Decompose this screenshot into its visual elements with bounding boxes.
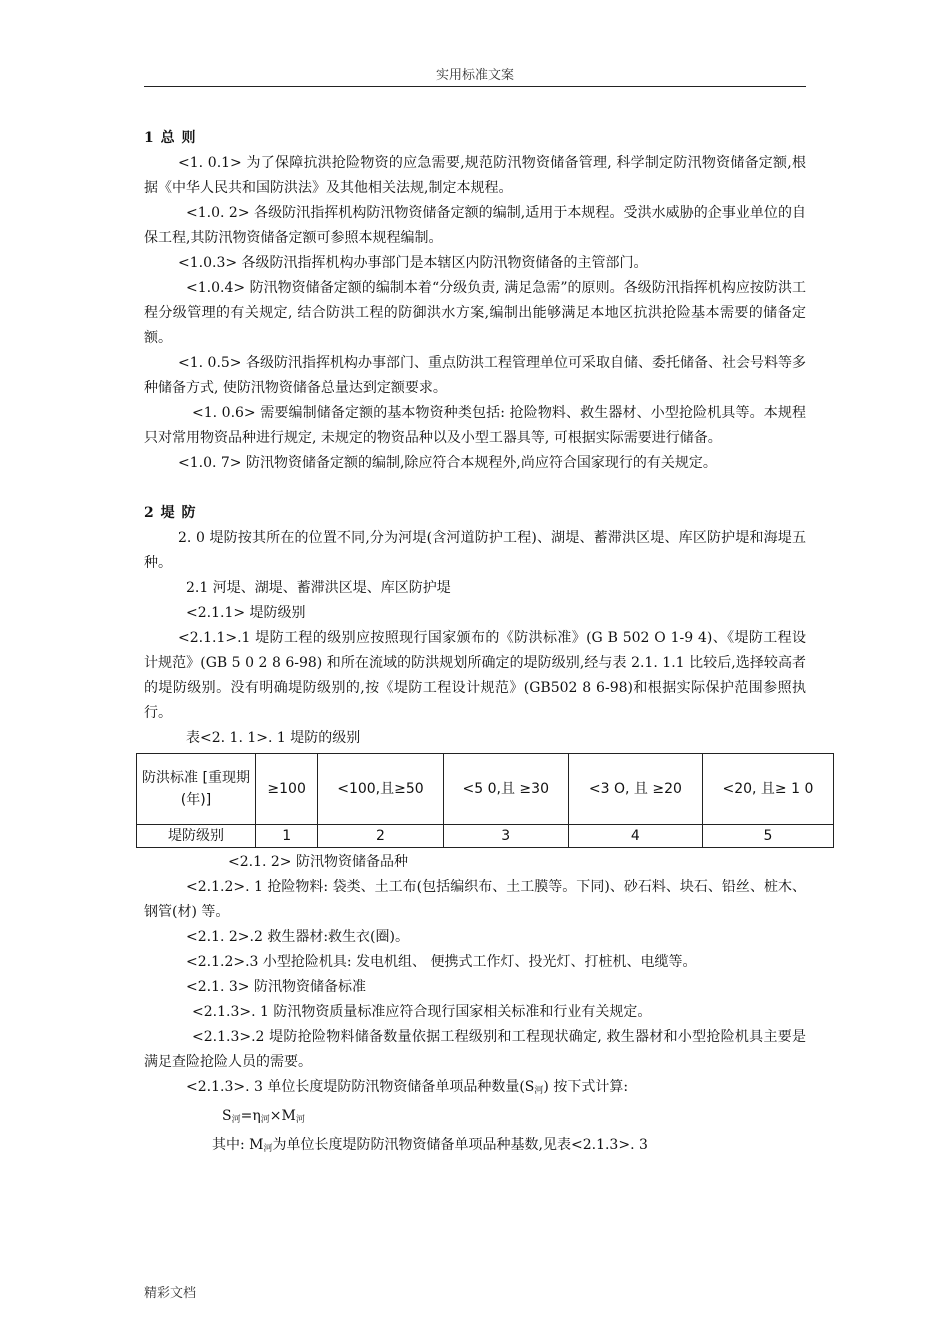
clause-2-1-2-1: <2.1.2>. 1 抢险物料: 袋类、土工布(包括编织布、土工膜等。下同)、砂石料、块石、铅丝、桩木、钢管(材) 等。: [144, 879, 806, 920]
table-cell: 5: [702, 825, 833, 848]
section-gap: [144, 476, 806, 501]
formula-part: S: [222, 1108, 232, 1124]
subscript: 河: [534, 1086, 544, 1096]
table-row: [137, 825, 834, 848]
clause-2-1-3: <2.1. 3> 防汛物资储备标准: [186, 979, 366, 995]
document-body: [142, 126, 814, 1162]
clause-1-0-7: <1.0. 7> 防汛物资储备定额的编制,除应符合本规程外,尚应符合国家现行的有关规定。: [178, 455, 717, 471]
clause-1-0-6: <1. 0.6> 需要编制储备定额的基本物资种类包括: 抢险物料、救生器材、小型抢险机具等。本规程只对常用物资品种进行规定, 未规定的物资品种以及小型工器具等, 可根据实际需要进行储备。: [144, 405, 806, 446]
page-header: 实用标准文案: [144, 64, 806, 87]
formula-part: =η: [240, 1108, 261, 1124]
subscript: 河: [260, 1115, 270, 1125]
clause-text: <2.1.3>. 3 单位长度堤防防汛物资储备单项品种数量(S: [186, 1079, 535, 1095]
clause-2-1: 2.1 河堤、湖堤、蓄滞洪区堤、库区防护堤: [186, 580, 451, 596]
subscript: 河: [263, 1144, 273, 1154]
table-cell: 2: [318, 825, 443, 848]
table-cell: <20, 且≥ 1 0: [702, 754, 833, 825]
embankment-grade-table: [136, 753, 834, 848]
page-footer: 精彩文档: [144, 1286, 197, 1301]
table-cell: <100,且≥50: [318, 754, 443, 825]
section-title-embankment: 2 堤 防: [144, 505, 197, 521]
formula: [144, 1104, 806, 1133]
clause-2-1-3-2: <2.1.3>.2 堤防抢险物料储备数量依据工程级别和工程现状确定, 救生器材和小型抢险机具主要是满足查险抢险人员的需要。: [144, 1029, 806, 1070]
formula-note: [144, 1133, 806, 1162]
table-caption: 表<2. 1. 1>. 1 堤防的级别: [186, 730, 361, 746]
section-title-general: 1 总 则: [144, 130, 197, 146]
clause-1-0-4: <1.0.4> 防汛物资储备定额的编制本着“分级负责, 满足急需”的原则。各级防汛指挥机构应按防洪工程分级管理的有关规定, 结合防洪工程的防御洪水方案,编制出能够满足本地区抗洪抢险基本需要的储备定额。: [144, 280, 806, 346]
subscript: 河: [295, 1115, 305, 1125]
note-text: 其中: M: [212, 1137, 264, 1153]
table-cell: <5 0,且 ≥30: [443, 754, 568, 825]
note-text: 为单位长度堤防防汛物资储备单项品种基数,见表<2.1.3>. 3: [272, 1137, 648, 1153]
clause-2-1-2: <2.1. 2> 防汛物资储备品种: [228, 854, 408, 870]
clause-1-0-3: <1.0.3> 各级防汛指挥机构办事部门是本辖区内防汛物资储备的主管部门。: [178, 255, 648, 271]
clause-text: ) 按下式计算:: [543, 1079, 629, 1095]
table-cell: ≥100: [256, 754, 318, 825]
table-header-cell: 防洪标准 [重现期 (年)]: [137, 754, 256, 825]
table-cell: 4: [568, 825, 702, 848]
clause-2-1-2-2: <2.1. 2>.2 救生器材:救生衣(圈)。: [186, 929, 409, 945]
clause-2-1-3-1: <2.1.3>. 1 防汛物资质量标准应符合现行国家相关标准和行业有关规定。: [192, 1004, 652, 1020]
subscript: 河: [231, 1115, 241, 1125]
clause-1-0-1: <1. 0.1> 为了保障抗洪抢险物资的应急需要,规范防汛物资储备管理, 科学制定防汛物资储备定额,根据《中华人民共和国防洪法》及其他相关法规,制定本规程。: [144, 155, 806, 196]
clause-2-0: 2. 0 堤防按其所在的位置不同,分为河堤(含河道防护工程)、湖堤、蓄滞洪区堤、库区防护堤和海堤五种。: [144, 530, 806, 571]
table-cell: <3 O, 且 ≥20: [568, 754, 702, 825]
formula-part: ×M: [269, 1108, 296, 1124]
clause-1-0-5: <1. 0.5> 各级防汛指挥机构办事部门、重点防洪工程管理单位可采取自储、委托储备、社会号料等多种储备方式, 使防汛物资储备总量达到定额要求。: [144, 355, 806, 396]
clause-2-1-2-3: <2.1.2>.3 小型抢险机具: 发电机组、 便携式工作灯、投光灯、打桩机、电缆等。: [186, 954, 697, 970]
clause-2-1-3-3: [144, 1075, 806, 1104]
table-header-cell: 堤防级别: [137, 825, 256, 848]
table-cell: 3: [443, 825, 568, 848]
table-cell: 1: [256, 825, 318, 848]
clause-1-0-2: <1.0. 2> 各级防汛指挥机构防汛物资储备定额的编制,适用于本规程。受洪水威胁的企事业单位的自保工程,其防汛物资储备定额可参照本规程编制。: [144, 205, 806, 246]
clause-2-1-1-1: <2.1.1>.1 堤防工程的级别应按照现行国家颁布的《防洪标准》(G B 502 O 1-9 4)、《堤防工程设计规范》(GB 5 0 2 8 6-98) 和所在流域的防洪规划所确定的堤防级别,经与表 2.1. 1.1 比较后,选择较高者的堤防级别。没有明确堤防级别的,按《堤防工程设计规范》(GB502 8 6-98)和根据实际保护范围参照执行。: [144, 630, 806, 721]
clause-2-1-1: <2.1.1> 堤防级别: [186, 605, 306, 621]
table-row: [137, 754, 834, 825]
